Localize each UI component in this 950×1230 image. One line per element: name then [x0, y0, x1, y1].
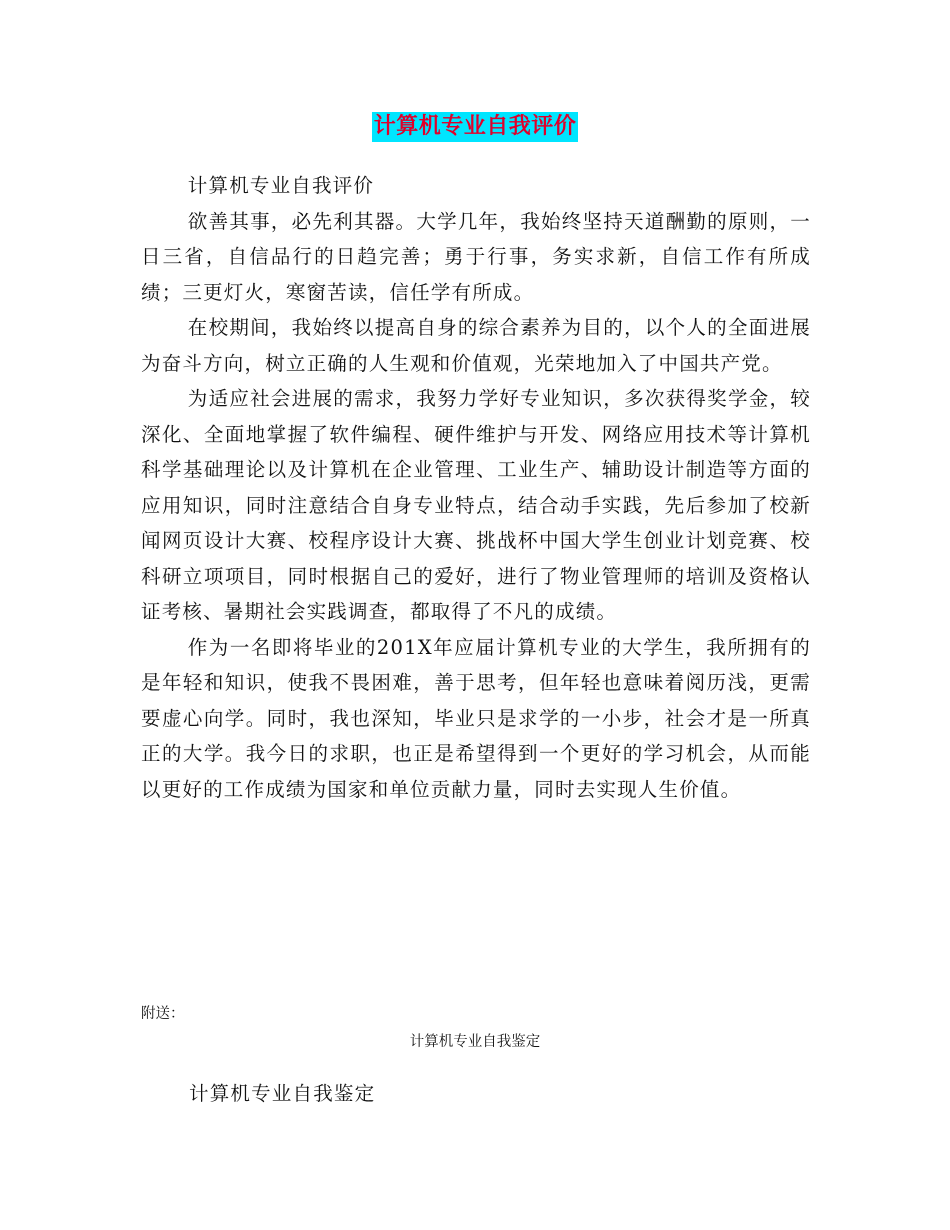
body-paragraph-1: 欲善其事，必先利其器。大学几年，我始终坚持天道酬勤的原则，一日三省，自信品行的日趋完善；勇于行事，务实求新，自信工作有所成绩；三更灯火，寒窗苦读，信任学有所成。 [141, 209, 811, 304]
body-paragraph-heading: 计算机专业自我评价 [187, 174, 375, 197]
appendix-label: 附送： [141, 1006, 185, 1022]
body-paragraph-3: 为适应社会进展的需求，我努力学好专业知识，多次获得奖学金，较深化、全面地掌握了软件编程、硬件维护与开发、网络应用技术等计算机科学基础理论以及计算机在企业管理、工业生产、辅助设计制造等方面的应用知识，同时注意结合自身专业特点，结合动手实践，先后参加了校新闻网页设计大赛、校程序设计大赛、挑战杯中国大学生创业计划竞赛、校科研立项项目，同时根据自己的爱好，进行了物业管理师的培训及资格认证考核、暑期社会实践调查，都取得了不凡的成绩。 [141, 387, 811, 623]
document-body [141, 168, 811, 807]
document-title: 计算机专业自我评价 [372, 112, 579, 142]
appendix-title: 计算机专业自我鉴定 [409, 1034, 541, 1050]
body-paragraph-2: 在校期间，我始终以提高自身的综合素养为目的，以个人的全面进展为奋斗方向，树立正确的人生观和价值观，光荣地加入了中国共产党。 [141, 316, 811, 375]
title-container [0, 112, 950, 142]
body-paragraph-4: 作为一名即将毕业的201X年应届计算机专业的大学生，我所拥有的是年轻和知识，使我不畏困难，善于思考，但年轻也意味着阅历浅，更需要虚心向学。同时，我也深知，毕业只是求学的一小步，社会才是一所真正的大学。我今日的求职，也正是希望得到一个更好的学习机会，从而能以更好的工作成绩为国家和单位贡献力量，同时去实现人生价值。 [141, 635, 811, 801]
appendix-first-line: 计算机专业自我鉴定 [189, 1082, 376, 1105]
